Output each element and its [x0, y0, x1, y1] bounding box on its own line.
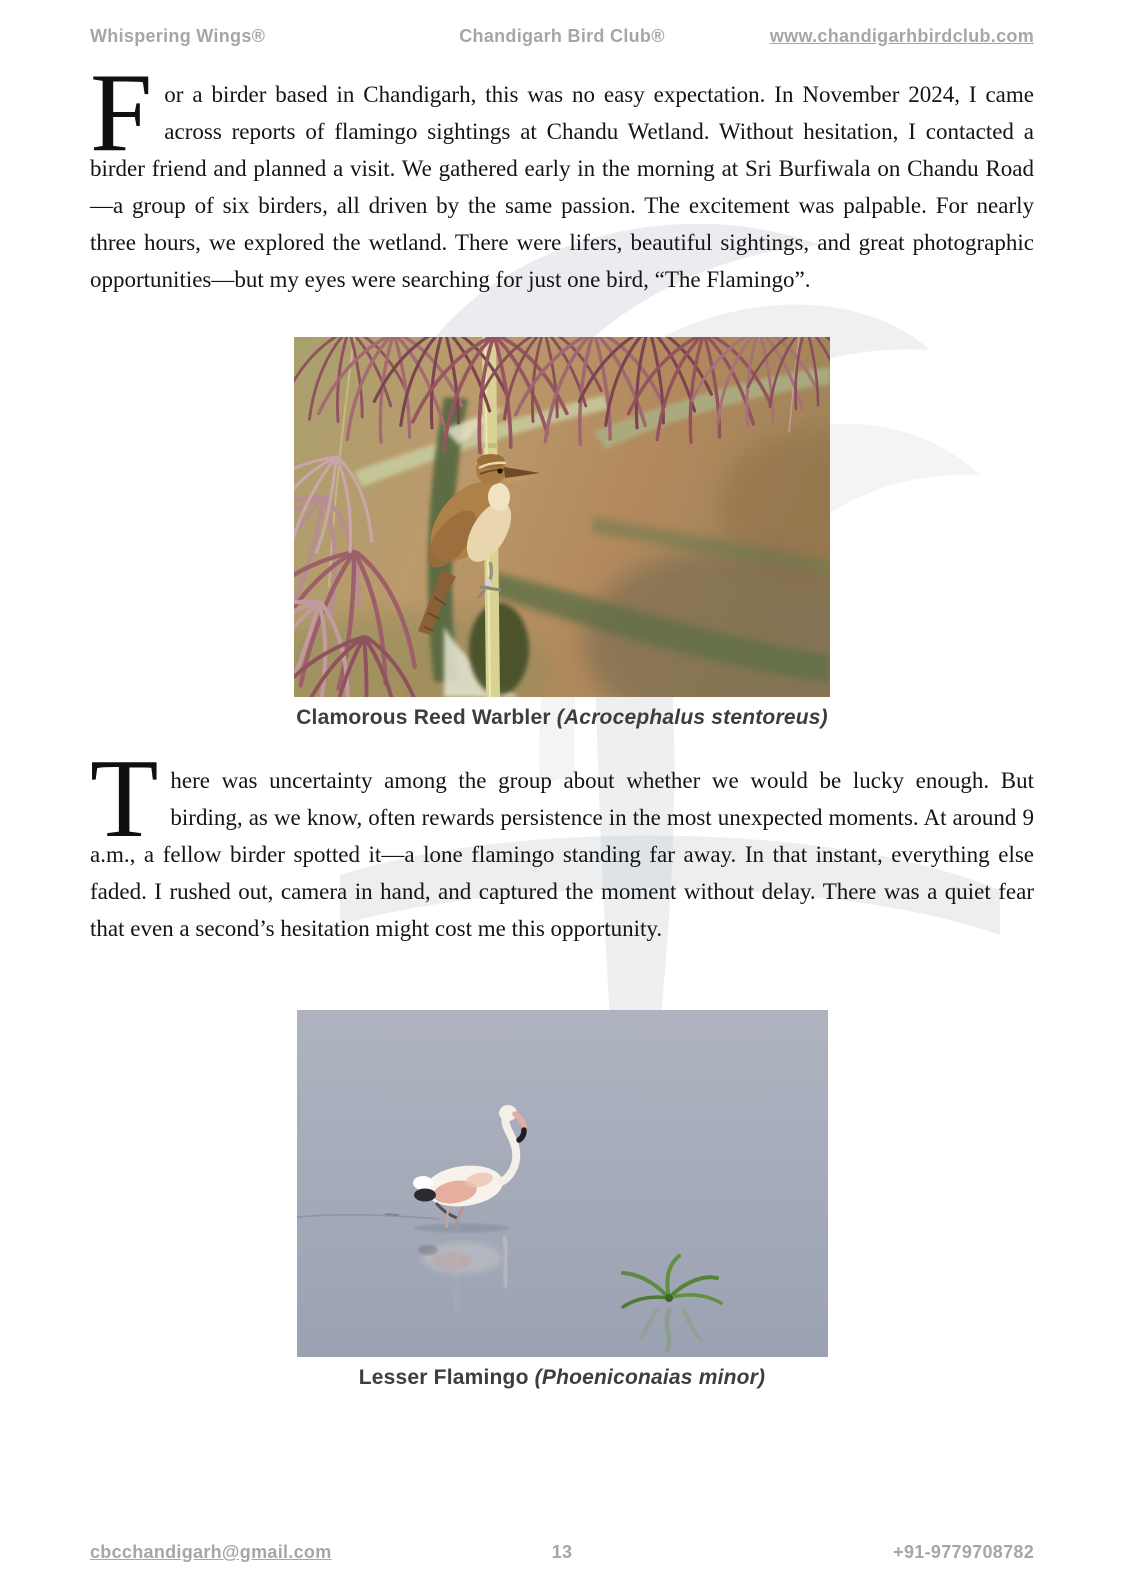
page-footer	[90, 1542, 1034, 1563]
header-brand: Whispering Wings®	[90, 26, 266, 46]
header-website-link[interactable]: www.chandigarhbirdclub.com	[769, 26, 1035, 46]
dropcap-letter-t: T	[90, 737, 159, 861]
page-number: 13	[551, 1542, 573, 1562]
footer-phone: +91-9779708782	[893, 1542, 1035, 1562]
paragraph-1	[90, 51, 1034, 298]
caption-common-name: Lesser Flamingo	[358, 1366, 529, 1389]
header-club-name: Chandigarh Bird Club®	[459, 26, 665, 46]
caption-scientific-name: (Phoeniconaias minor)	[534, 1366, 766, 1389]
figure-caption-warbler	[0, 706, 1124, 730]
paragraph-2	[90, 737, 1034, 947]
paragraph-2-text: here was uncertainty among the group about whether we would be lucky enough. But birding, as we know, often rewards persistence in the most unexpected moments. At around 9 a.m., a fellow birder spotted it—a lone flamingo standing far away. In that instant, everything else faded. I rushed out, camera in hand, and captured the moment without delay. There was a quiet fear that even a second’s hesitation might cost me this opportunity.	[90, 768, 1034, 941]
flamingo-photo	[297, 1010, 828, 1357]
figure-flamingo	[0, 1010, 1124, 1390]
paragraph-1-text: or a birder based in Chandigarh, this was no easy expectation. In November 2024, I came across reports of flamingo sightings at Chandu Wetland. Without hesitation, I contacted a birder friend and planned a visit. We gathered early in the morning at Sri Burfiwala on Chandu Road—a group of six birders, all driven by the same passion. The excitement was palpable. For nearly three hours, we explored the wetland. There were lifers, beautiful sightings, and great photographic opportunities—but my eyes were searching for just one bird, “The Flamingo”.	[90, 82, 1034, 292]
figure-warbler	[0, 337, 1124, 730]
caption-common-name: Clamorous Reed Warbler	[296, 706, 551, 729]
caption-scientific-name: (Acrocephalus stentoreus)	[556, 706, 828, 729]
page-header	[90, 26, 1034, 47]
dropcap-letter-f: F	[90, 51, 153, 175]
footer-email-link[interactable]: cbcchandigarh@gmail.com	[90, 1542, 332, 1562]
figure-caption-flamingo	[0, 1366, 1124, 1390]
warbler-photo	[294, 337, 830, 697]
